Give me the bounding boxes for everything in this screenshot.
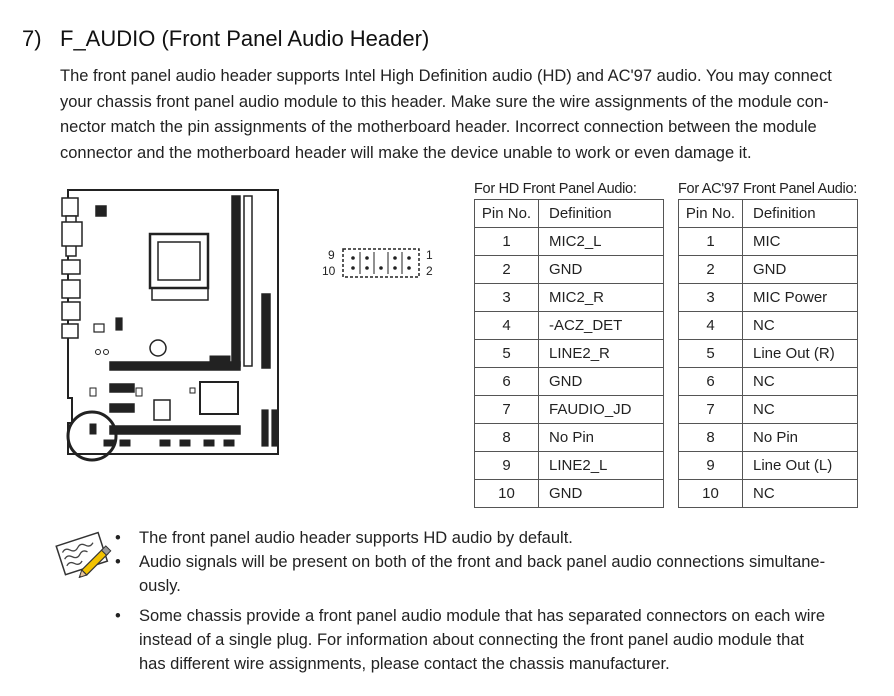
- bullet: •: [115, 553, 121, 571]
- pin-number: 3: [679, 284, 743, 312]
- table-row: [475, 284, 664, 312]
- header-pins-graphic: [342, 248, 422, 278]
- pin-definition: MIC2_L: [539, 228, 664, 256]
- list-item: [115, 604, 875, 676]
- table-row: [679, 396, 858, 424]
- pin-number: 1: [475, 228, 539, 256]
- pin-definition: LINE2_L: [539, 452, 664, 480]
- table-row: [679, 228, 858, 256]
- intro-line: connector and the motherboard header will make the device unable to work or even damage it.: [60, 143, 752, 162]
- column-header: Definition: [539, 200, 664, 228]
- pin-number: 5: [679, 340, 743, 368]
- section-number: 7): [22, 26, 42, 51]
- table-row: [475, 228, 664, 256]
- table-row: [475, 340, 664, 368]
- pin-label-9: 9: [328, 248, 335, 262]
- pin-definition: FAUDIO_JD: [539, 396, 664, 424]
- pin-definition: GND: [539, 480, 664, 508]
- pin-number: 10: [475, 480, 539, 508]
- pin-number: 7: [679, 396, 743, 424]
- note-line: Audio signals will be present on both of the front and back panel audio connections simultane-: [139, 553, 826, 571]
- pin-number: 8: [679, 424, 743, 452]
- pin-definition: -ACZ_DET: [539, 312, 664, 340]
- ac97-audio-table: [678, 180, 858, 508]
- pin-definition: MIC: [743, 228, 858, 256]
- pin-number: 9: [475, 452, 539, 480]
- pin-number: 5: [475, 340, 539, 368]
- pin-number: 2: [475, 256, 539, 284]
- pin-definition: GND: [743, 256, 858, 284]
- header-pin-diagram: [318, 244, 438, 284]
- pin-number: 7: [475, 396, 539, 424]
- pin-number: 1: [679, 228, 743, 256]
- pin-definition: Line Out (L): [743, 452, 858, 480]
- motherboard-diagram: [40, 178, 290, 468]
- table-header-row: [679, 200, 858, 228]
- table-row: [679, 284, 858, 312]
- pin-definition: MIC Power: [743, 284, 858, 312]
- pin-number: 10: [679, 480, 743, 508]
- pin-definition: No Pin: [743, 424, 858, 452]
- intro-paragraph: [60, 64, 870, 166]
- note-line: has different wire assignments, please contact the chassis manufacturer.: [139, 655, 670, 673]
- pin-definition: NC: [743, 312, 858, 340]
- bullet: •: [115, 529, 121, 547]
- notes-list: [115, 526, 875, 676]
- pin-number: 8: [475, 424, 539, 452]
- pin-definition: GND: [539, 368, 664, 396]
- pin-number: 4: [475, 312, 539, 340]
- table-row: [679, 256, 858, 284]
- pin-definition: GND: [539, 256, 664, 284]
- pin-definition: NC: [743, 396, 858, 424]
- pin-definition: No Pin: [539, 424, 664, 452]
- column-header: Definition: [743, 200, 858, 228]
- column-header: Pin No.: [679, 200, 743, 228]
- intro-line: nector match the pin assignments of the motherboard header. Incorrect connection between the module: [60, 118, 817, 136]
- intro-line: your chassis front panel audio module to this header. Make sure the wire assignments of the module con-: [60, 92, 829, 111]
- pin-definition: Line Out (R): [743, 340, 858, 368]
- table-row: [475, 256, 664, 284]
- table-row: [679, 340, 858, 368]
- pin-label-2: 2: [426, 264, 433, 278]
- table-row: [475, 480, 664, 508]
- note-line: Some chassis provide a front panel audio module that has separated connectors on each wire: [139, 607, 826, 625]
- pin-number: 3: [475, 284, 539, 312]
- note-line: The front panel audio header supports HD audio by default.: [139, 529, 573, 547]
- table-row: [679, 368, 858, 396]
- pin-number: 4: [679, 312, 743, 340]
- table-row: [475, 312, 664, 340]
- note-line: ously.: [139, 577, 181, 595]
- table-row: [679, 424, 858, 452]
- intro-line: The front panel audio header supports Intel High Definition audio (HD) and AC'97 audio. You may connect: [60, 67, 832, 85]
- table-row: [679, 452, 858, 480]
- section-title-text: F_AUDIO (Front Panel Audio Header): [60, 26, 430, 51]
- pin-definition: LINE2_R: [539, 340, 664, 368]
- column-header: Pin No.: [475, 200, 539, 228]
- table-row: [475, 396, 664, 424]
- pin-label-10: 10: [322, 264, 336, 278]
- note-line: instead of a single plug. For information about connecting the front panel audio module that: [139, 631, 805, 649]
- table-row: [475, 368, 664, 396]
- pin-definition: NC: [743, 368, 858, 396]
- list-item: [115, 526, 875, 550]
- table-caption: For HD Front Panel Audio:: [474, 181, 637, 197]
- pin-definition: NC: [743, 480, 858, 508]
- pin-number: 6: [475, 368, 539, 396]
- pin-number: 2: [679, 256, 743, 284]
- table-row: [475, 424, 664, 452]
- section-title: [22, 26, 429, 52]
- pin-number: 6: [679, 368, 743, 396]
- hd-audio-table: [474, 180, 664, 508]
- table-row: [679, 480, 858, 508]
- bullet: •: [115, 607, 121, 625]
- list-item: [115, 550, 875, 598]
- pin-definition: MIC2_R: [539, 284, 664, 312]
- table-row: [475, 452, 664, 480]
- table-header-row: [475, 200, 664, 228]
- table-caption: For AC'97 Front Panel Audio:: [678, 181, 857, 197]
- pin-label-1: 1: [426, 248, 433, 262]
- note-pencil-icon: [54, 528, 116, 578]
- pin-number: 9: [679, 452, 743, 480]
- table-row: [679, 312, 858, 340]
